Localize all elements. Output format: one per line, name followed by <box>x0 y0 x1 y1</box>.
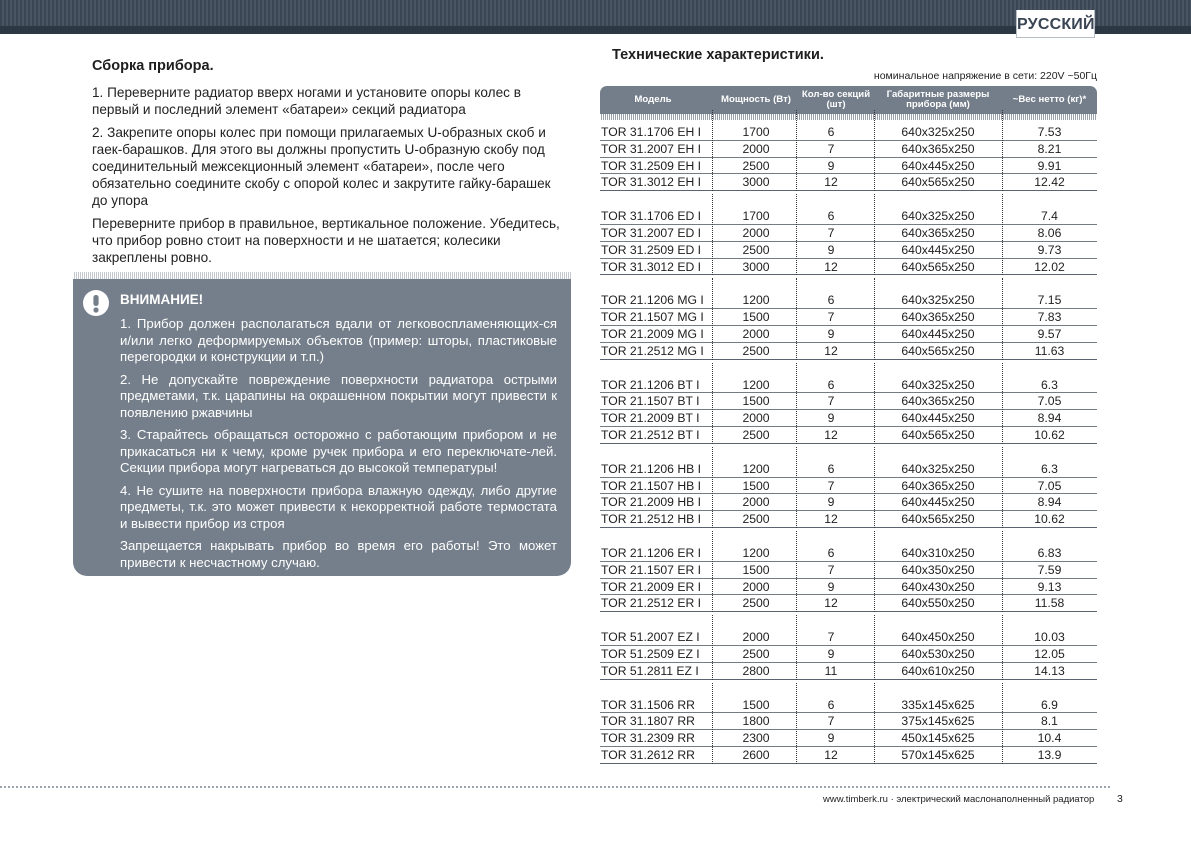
table-cell: 640x325x250 <box>901 209 975 224</box>
table-cell: 1500 <box>742 697 770 712</box>
table-cell: 6 <box>827 461 835 476</box>
top-band-base <box>0 26 1191 34</box>
table-cell: 1500 <box>742 478 770 493</box>
model-cell: TOR 31.1706 EH I <box>601 125 702 139</box>
model-cell: TOR 21.2512 HB I <box>601 512 702 527</box>
table-cell: 13.9 <box>1037 748 1062 762</box>
model-cell: TOR 31.2309 RR <box>601 731 695 746</box>
model-cell: TOR 21.1206 MG I <box>601 293 704 308</box>
table-cell: 9 <box>827 579 835 594</box>
table-cell: 8.94 <box>1037 411 1062 426</box>
column-separator <box>874 110 875 191</box>
table-cell: 640x365x250 <box>901 226 975 240</box>
column-separator <box>874 531 875 612</box>
table-cell: 8.06 <box>1037 226 1062 240</box>
model-cell: TOR 21.2512 MG I <box>601 343 704 358</box>
row-divider <box>600 443 1097 444</box>
column-separator <box>712 683 713 764</box>
warning-item: 1. Прибор должен располагаться вдали от легковоспламеняющих-ся и/или легко деформируемых объектов (пример: шторы, пластиковые перегородки и конструкции и т.п.) <box>120 316 557 364</box>
table-cell: 6.9 <box>1041 697 1058 712</box>
warning-title: ВНИМАНИЕ! <box>120 292 204 307</box>
table-cell: 1500 <box>742 562 770 577</box>
table-cell: 640x530x250 <box>901 647 975 661</box>
assembly-step-2: 2. Закрепите опоры колес при помощи прилагаемых U-образных скоб и гаек-барашков. Для этого вы должны пропустить U-образную скобу под соединительный межсекционный элемент «батареи», после чего обязательно соедините скобу с опорой колес и закрутите гайку-барашек до упора <box>92 125 551 208</box>
table-cell: 7 <box>827 478 835 493</box>
table-cell: 7 <box>827 141 835 156</box>
table-cell: 2300 <box>742 731 770 746</box>
row-divider <box>600 611 1097 612</box>
table-cell: 2500 <box>742 158 770 173</box>
table-cell: 7 <box>827 226 835 240</box>
voltage-note: номинальное напряжение в сети: 220V ~50Гц <box>873 70 1097 82</box>
table-cell: 12 <box>824 748 838 762</box>
table-cell: 7.4 <box>1041 209 1058 224</box>
table-cell: 8.94 <box>1037 495 1062 510</box>
table-cell: 12.05 <box>1034 647 1065 661</box>
assembly-title: Сборка прибора. <box>92 58 214 74</box>
row-divider <box>600 763 1097 764</box>
table-cell: 2500 <box>742 596 770 611</box>
table-cell: 11.58 <box>1034 596 1065 611</box>
assembly-section <box>92 58 566 272</box>
page-number: 3 <box>1117 793 1123 805</box>
column-separator <box>712 194 713 275</box>
table-cell: 9 <box>827 495 835 510</box>
table-cell: 1200 <box>742 377 770 392</box>
table-cell: 640x310x250 <box>901 546 975 560</box>
model-cell: TOR 31.3012 EH I <box>601 175 702 190</box>
table-cell: 7 <box>827 310 835 325</box>
table-cell: 2000 <box>742 411 770 426</box>
model-cell: TOR 31.3012 ED I <box>601 259 702 274</box>
table-cell: 12.42 <box>1034 175 1065 190</box>
column-separator <box>1002 278 1003 359</box>
table-cell: 2600 <box>742 748 770 762</box>
table-cell: 12 <box>824 428 838 442</box>
table-cell: 640x325x250 <box>901 125 975 139</box>
table-cell: 2000 <box>742 327 770 341</box>
column-separator <box>796 363 797 444</box>
column-separator <box>1002 194 1003 275</box>
model-cell: TOR 51.2007 EZ I <box>601 630 700 645</box>
warning-list <box>120 316 557 577</box>
table-cell: 7 <box>827 630 835 645</box>
column-separator <box>712 363 713 444</box>
table-cell: 6.3 <box>1041 377 1058 392</box>
column-separator <box>1002 110 1003 191</box>
table-cell: 1200 <box>742 293 770 308</box>
table-cell: 640x365x250 <box>901 478 975 493</box>
row-divider <box>600 679 1097 680</box>
warning-stripe <box>73 272 571 279</box>
table-cell: 640x445x250 <box>901 495 975 510</box>
table-cell: 640x565x250 <box>901 512 975 527</box>
table-cell: 640x365x250 <box>901 141 975 156</box>
table-cell: 9.91 <box>1037 158 1062 173</box>
column-separator <box>712 615 713 679</box>
language-tab: РУССКИЙ <box>1016 10 1095 38</box>
table-cell: 11 <box>824 663 838 678</box>
column-separator <box>1002 683 1003 764</box>
footer-divider <box>0 786 1110 788</box>
model-cell: TOR 21.2009 HB I <box>601 495 702 510</box>
model-cell: TOR 21.1206 HB I <box>601 461 702 476</box>
table-cell: 640x450x250 <box>901 630 975 645</box>
table-cell: 7.05 <box>1037 478 1062 493</box>
table-cell: 7.59 <box>1037 562 1062 577</box>
table-cell: 14.13 <box>1034 663 1065 678</box>
model-cell: TOR 21.1507 ER I <box>601 562 702 577</box>
model-cell: TOR 21.1206 BT I <box>601 377 700 392</box>
table-cell: 1800 <box>742 714 770 729</box>
table-cell: 2500 <box>742 647 770 661</box>
specs-title: Технические характеристики. <box>612 47 824 63</box>
table-cell: 7.53 <box>1037 125 1062 139</box>
column-separator <box>874 278 875 359</box>
model-cell: TOR 31.1807 RR <box>601 714 695 729</box>
column-separator <box>874 683 875 764</box>
table-cell: 12 <box>824 512 838 527</box>
table-cell: 6 <box>827 125 835 139</box>
column-separator <box>712 447 713 528</box>
table-cell: 3000 <box>742 175 770 190</box>
table-cell: 1700 <box>742 125 770 139</box>
table-cell: 640x365x250 <box>901 394 975 409</box>
model-cell: TOR 21.2009 MG I <box>601 327 704 341</box>
model-cell: TOR 21.1206 ER I <box>601 546 702 560</box>
column-header-weight: ~Вес нетто (кг)* <box>1012 94 1087 105</box>
model-cell: TOR 31.1506 RR <box>601 697 695 712</box>
model-cell: TOR 21.2512 ER I <box>601 596 702 611</box>
table-cell: 640x445x250 <box>901 327 975 341</box>
assembly-step-1: 1. Переверните радиатор вверх ногами и установите опоры колес в первый и последний элемент «батареи» секций радиатора <box>92 85 521 117</box>
row-divider <box>600 274 1097 275</box>
table-cell: 2000 <box>742 495 770 510</box>
table-cell: 640x565x250 <box>901 175 975 190</box>
table-cell: 7 <box>827 394 835 409</box>
column-separator <box>712 110 713 191</box>
column-separator <box>1002 363 1003 444</box>
table-cell: 6 <box>827 293 835 308</box>
exclamation-icon <box>83 290 109 316</box>
table-cell: 9.73 <box>1037 242 1062 257</box>
table-cell: 7.83 <box>1037 310 1062 325</box>
table-cell: 640x445x250 <box>901 242 975 257</box>
table-cell: 6 <box>827 377 835 392</box>
model-cell: TOR 21.1507 BT I <box>601 394 700 409</box>
table-cell: 7.05 <box>1037 394 1062 409</box>
table-cell: 2000 <box>742 630 770 645</box>
table-cell: 1700 <box>742 209 770 224</box>
table-cell: 1500 <box>742 310 770 325</box>
table-cell: 9 <box>827 731 835 746</box>
table-cell: 570x145x625 <box>901 748 975 762</box>
row-divider <box>600 527 1097 528</box>
table-cell: 10.62 <box>1034 512 1065 527</box>
table-cell: 6 <box>827 697 835 712</box>
model-cell: TOR 21.1507 HB I <box>601 478 702 493</box>
table-cell: 640x430x250 <box>901 579 975 594</box>
table-cell: 12.02 <box>1034 259 1065 274</box>
table-cell: 640x610x250 <box>901 663 975 678</box>
column-separator <box>796 531 797 612</box>
table-cell: 8.1 <box>1041 714 1058 729</box>
table-cell: 8.21 <box>1037 141 1062 156</box>
warning-item: 2. Не допускайте повреждение поверхности радиатора острыми предметами, т.к. царапины на окрашенном покрытии могут привести к появлению ржавчины <box>120 371 557 420</box>
column-separator <box>796 278 797 359</box>
column-separator <box>796 447 797 528</box>
table-cell: 7 <box>827 714 835 729</box>
model-cell: TOR 21.2512 BT I <box>601 428 700 442</box>
row-divider <box>600 190 1097 191</box>
warning-item: 4. Не сушите на поверхности прибора влажную одежду, либо другие предметы, т.к. это может привести к некорректной работе термостата и вывести прибор из строя <box>120 482 557 531</box>
table-cell: 9 <box>827 242 835 257</box>
table-cell: 9.13 <box>1037 579 1062 594</box>
table-cell: 2000 <box>742 226 770 240</box>
table-cell: 9 <box>827 327 835 341</box>
model-cell: TOR 21.2009 BT I <box>601 411 700 426</box>
warning-box <box>73 272 571 576</box>
table-cell: 2000 <box>742 579 770 594</box>
column-separator <box>796 683 797 764</box>
table-cell: 640x565x250 <box>901 428 975 442</box>
table-cell: 640x565x250 <box>901 259 975 274</box>
column-separator <box>712 531 713 612</box>
table-cell: 1200 <box>742 546 770 560</box>
column-separator <box>1002 531 1003 612</box>
table-cell: 2500 <box>742 242 770 257</box>
model-cell: TOR 31.2509 EH I <box>601 158 702 173</box>
column-separator <box>712 278 713 359</box>
table-cell: 9 <box>827 411 835 426</box>
model-cell: TOR 51.2811 EZ I <box>601 663 699 678</box>
footer-text: www.timberk.ru · электрический маслонаполненный радиатор <box>823 794 1095 805</box>
model-cell: TOR 31.2007 ED I <box>601 226 702 240</box>
table-cell: 1500 <box>742 394 770 409</box>
table-cell: 12 <box>824 343 838 358</box>
row-divider <box>600 359 1097 360</box>
model-cell: TOR 31.1706 ED I <box>601 209 702 224</box>
model-cell: TOR 21.2009 ER I <box>601 579 702 594</box>
model-cell: TOR 51.2509 EZ I <box>601 647 700 661</box>
model-cell: TOR 31.2612 RR <box>601 748 695 762</box>
table-cell: 640x445x250 <box>901 158 975 173</box>
column-separator <box>796 615 797 679</box>
table-cell: 6.83 <box>1037 546 1062 560</box>
table-cell: 2000 <box>742 141 770 156</box>
table-cell: 6.3 <box>1041 461 1058 476</box>
table-header-stripe <box>600 114 1097 120</box>
table-cell: 1200 <box>742 461 770 476</box>
column-header-sections: Кол-во секций (шт) <box>801 89 871 110</box>
table-cell: 12 <box>824 596 838 611</box>
table-cell: 2500 <box>742 512 770 527</box>
column-separator <box>874 615 875 679</box>
table-cell: 640x350x250 <box>901 562 975 577</box>
column-header-model: Модель <box>634 94 672 105</box>
table-cell: 640x325x250 <box>901 377 975 392</box>
table-cell: 6 <box>827 209 835 224</box>
table-cell: 9.57 <box>1037 327 1062 341</box>
column-header-power: Мощность (Вт) <box>721 94 791 105</box>
column-separator <box>874 363 875 444</box>
table-cell: 640x365x250 <box>901 310 975 325</box>
column-separator <box>796 194 797 275</box>
table-cell: 2500 <box>742 428 770 442</box>
table-cell: 375x145x625 <box>901 714 975 729</box>
table-cell: 640x565x250 <box>901 343 975 358</box>
table-cell: 9 <box>827 647 835 661</box>
table-cell: 2500 <box>742 343 770 358</box>
table-cell: 450x145x625 <box>901 731 975 746</box>
column-separator <box>874 447 875 528</box>
assembly-step-3: Переверните прибор в правильное, вертикальное положение. Убедитесь, что прибор ровно стоит на поверхности и не шатается; колесики закреплены ровно. <box>92 216 560 265</box>
column-separator <box>1002 615 1003 679</box>
table-cell: 335x145x625 <box>901 697 975 712</box>
column-separator <box>796 110 797 191</box>
table-cell: 7.15 <box>1037 293 1062 308</box>
table-cell: 10.62 <box>1034 428 1065 442</box>
model-cell: TOR 31.2509 ED I <box>601 242 702 257</box>
warning-item: 3. Старайтесь обращаться осторожно с работающим прибором и не прикасаться ни к чему, кроме ручек прибора и его переключате-лей. Секции прибора могут нагреваться до высокой температуры! <box>120 427 557 475</box>
table-cell: 9 <box>827 158 835 173</box>
table-cell: 640x445x250 <box>901 411 975 426</box>
table-cell: 640x325x250 <box>901 461 975 476</box>
table-cell: 12 <box>824 259 838 274</box>
model-cell: TOR 31.2007 EH I <box>601 141 702 156</box>
table-cell: 3000 <box>742 259 770 274</box>
column-separator <box>1002 447 1003 528</box>
table-cell: 7 <box>827 562 835 577</box>
table-cell: 10.03 <box>1034 630 1065 645</box>
table-cell: 6 <box>827 546 835 560</box>
table-cell: 12 <box>824 175 838 190</box>
column-separator <box>874 194 875 275</box>
column-header-dimensions: Габаритные размеры прибора (мм) <box>886 89 990 110</box>
table-cell: 640x550x250 <box>901 596 975 611</box>
model-cell: TOR 21.1507 MG I <box>601 310 704 325</box>
table-cell: 2800 <box>742 663 770 678</box>
table-cell: 640x325x250 <box>901 293 975 308</box>
table-cell: 10.4 <box>1037 731 1062 746</box>
table-cell: 11.63 <box>1034 343 1065 358</box>
warning-item: Запрещается накрывать прибор во время его работы! Это может привести к несчастному случаю. <box>120 538 557 570</box>
